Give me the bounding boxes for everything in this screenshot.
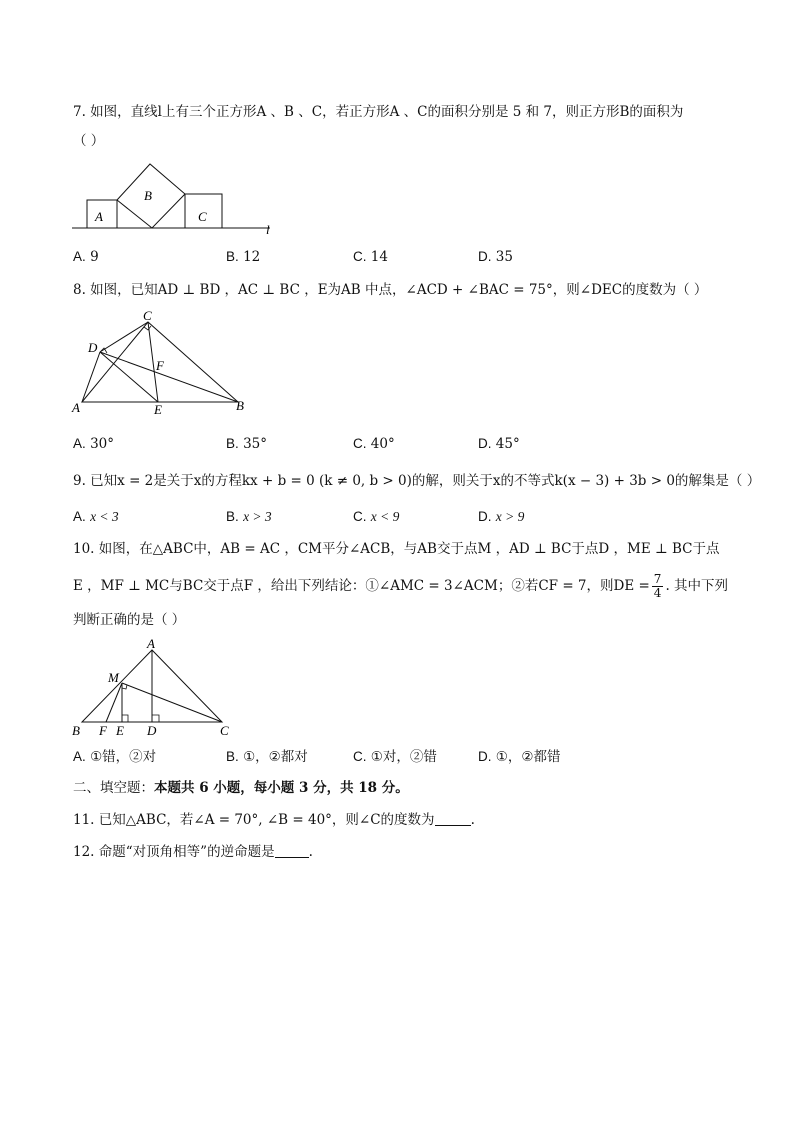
- q7-figure: [70, 160, 290, 240]
- q12-answer-blank[interactable]: [275, 843, 309, 858]
- q10-line2-a: E ，MF ⊥ MC与BC交于点F ，给出下列结论：①∠AMC = 3∠ACM；②若CF = 7，则DE =: [73, 578, 650, 594]
- q10-option-a[interactable]: A. ①错，②对: [73, 749, 157, 765]
- q8-option-d[interactable]: D. 45°: [478, 436, 520, 452]
- q10-line3: 判断正确的是（ ）: [73, 612, 186, 628]
- q9-stem: 9. 已知x = 2是关于x的方程kx + b = 0 (k ≠ 0, b > 0)的解，则关于x的不等式k(x − 3) + 3b > 0的解集是（ ）: [73, 473, 761, 489]
- q8-option-b[interactable]: B. 35°: [226, 436, 267, 452]
- q8-label-f: F: [156, 358, 164, 373]
- q7-option-d[interactable]: D. 35: [478, 249, 513, 265]
- q7-option-c[interactable]: C. 14: [353, 249, 388, 265]
- q10-line2-b: . 其中下列: [665, 578, 729, 594]
- q9-option-a[interactable]: A. x < 3: [73, 509, 119, 524]
- q7-stem: 7. 如图，直线l上有三个正方形A 、B 、C，若正方形A 、C的面积分别是 5 和 7，则正方形B的面积为: [73, 104, 684, 120]
- q8-label-b: B: [236, 398, 244, 413]
- q10-label-b: B: [72, 723, 80, 738]
- q8-option-c[interactable]: C. 40°: [353, 436, 395, 452]
- q12-text: 12. 命题“对顶角相等”的逆命题是: [73, 844, 275, 860]
- q10-option-c[interactable]: C. ①对，②错: [353, 749, 437, 765]
- q12-end: .: [308, 844, 313, 860]
- q8-label-a: A: [72, 400, 80, 415]
- q10-option-d[interactable]: D. ①，②都错: [478, 749, 561, 765]
- q10-frac-num: 7: [653, 572, 662, 586]
- q11-stem: [73, 810, 475, 830]
- label-c: C: [198, 209, 207, 224]
- q10-line1: 10. 如图，在△ABC中，AB = AC ，CM平分∠ACB，与AB交于点M ，AD ⊥ BC于点D ，ME ⊥ BC于点: [73, 541, 720, 557]
- q9-option-d[interactable]: D. x > 9: [478, 509, 525, 524]
- q10-label-m: M: [108, 670, 119, 685]
- q10-label-c: C: [220, 723, 229, 738]
- q8-label-e: E: [154, 402, 162, 417]
- label-b: B: [144, 188, 152, 203]
- q11-answer-blank[interactable]: [435, 811, 471, 826]
- q10-label-e: E: [116, 723, 124, 738]
- q8-option-a[interactable]: A. 30°: [73, 436, 114, 452]
- q10-label-d: D: [147, 723, 157, 738]
- section-prefix: 二、填空题：: [73, 780, 154, 796]
- q10-frac-den: 4: [653, 586, 662, 600]
- q10-label-a: A: [147, 638, 155, 651]
- label-line: l: [266, 222, 270, 237]
- section-heading: [73, 778, 409, 798]
- section-desc: 本题共 6 小题，每小题 3 分，共 18 分。: [154, 780, 409, 796]
- q11-text: 11. 已知△ABC，若∠A = 70°, ∠B = 40°，则∠C的度数为: [73, 812, 435, 828]
- q10-figure: [70, 638, 250, 738]
- q10-line2: [73, 573, 728, 600]
- q9-option-b[interactable]: B. x > 3: [226, 509, 272, 524]
- q10-fraction: [652, 573, 664, 600]
- q8-label-d: D: [88, 340, 98, 355]
- q8-stem: 8. 如图，已知AD ⊥ BD ，AC ⊥ BC ，E为AB 中点，∠ACD + ∠BAC = 75°，则∠DEC的度数为（ ）: [73, 282, 708, 298]
- q8-label-c: C: [143, 310, 152, 323]
- q7-option-b[interactable]: B. 12: [226, 249, 261, 265]
- q11-end: .: [470, 812, 475, 828]
- q10-label-f: F: [99, 723, 107, 738]
- q9-option-c[interactable]: C. x < 9: [353, 509, 400, 524]
- label-a: A: [95, 209, 103, 224]
- q12-stem: [73, 842, 313, 862]
- q8-figure: [70, 310, 270, 420]
- q7-option-a[interactable]: A. 9: [73, 249, 99, 265]
- q7-paren: （ ）: [73, 133, 105, 149]
- q10-option-b[interactable]: B. ①，②都对: [226, 749, 308, 765]
